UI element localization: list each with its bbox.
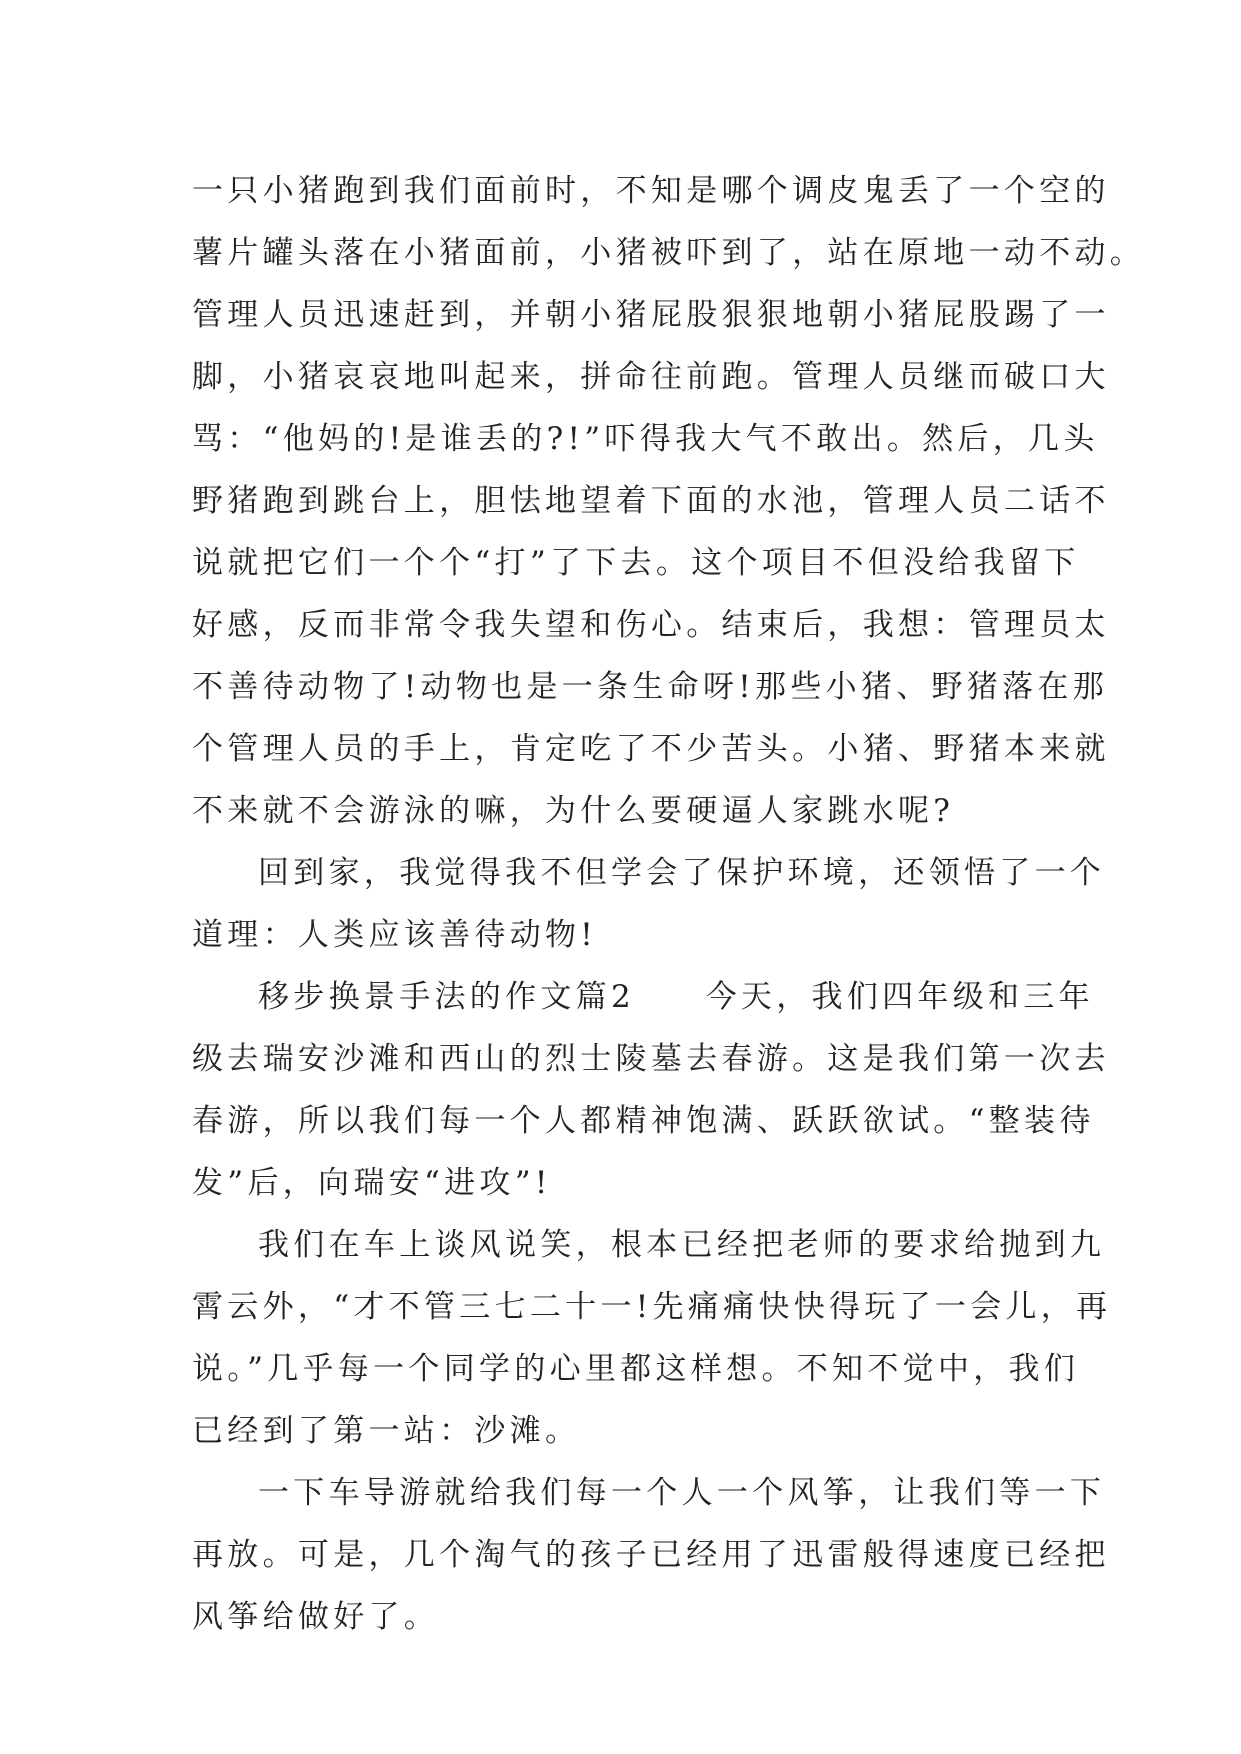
text-line: 发”后，向瑞安“进攻”! bbox=[192, 1165, 552, 1201]
text-line: 再放。可是，几个淘气的孩子已经用了迅雷般得速度已经把 bbox=[192, 1537, 1110, 1573]
text-line: 薯片罐头落在小猪面前，小猪被吓到了，站在原地一动不动。 bbox=[192, 235, 1146, 271]
text-line: 霄云外，“才不管三七二十一!先痛痛快快得玩了一会儿，再 bbox=[192, 1289, 1112, 1325]
paragraph-start-line: 移步换景手法的作文篇2 今天，我们四年级和三年 bbox=[258, 979, 1094, 1015]
paragraph-start-line: 我们在车上谈风说笑，根本已经把老师的要求给抛到九 bbox=[258, 1227, 1106, 1263]
text-line: 风筝给做好了。 bbox=[192, 1599, 440, 1635]
text-line: 一只小猪跑到我们面前时，不知是哪个调皮鬼丢了一个空的 bbox=[192, 173, 1110, 209]
document-body bbox=[192, 160, 1146, 1648]
text-line: 级去瑞安沙滩和西山的烈士陵墓去春游。这是我们第一次去 bbox=[192, 1041, 1110, 1077]
paragraph-start-line: 回到家，我觉得我不但学会了保护环境，还领悟了一个 bbox=[258, 855, 1106, 891]
text-line: 已经到了第一站：沙滩。 bbox=[192, 1413, 581, 1449]
text-line: 不来就不会游泳的嘛，为什么要硬逼人家跳水呢? bbox=[192, 793, 955, 829]
paragraph-start-line: 一下车导游就给我们每一个人一个风筝，让我们等一下 bbox=[258, 1475, 1106, 1511]
text-line: 野猪跑到跳台上，胆怯地望着下面的水池，管理人员二话不 bbox=[192, 483, 1110, 519]
text-line: 说就把它们一个个“打”了下去。这个项目不但没给我留下 bbox=[192, 545, 1080, 581]
text-line: 道理：人类应该善待动物! bbox=[192, 917, 598, 953]
text-line: 春游，所以我们每一个人都精神饱满、跃跃欲试。“整装待 bbox=[192, 1103, 1095, 1139]
text-line: 管理人员迅速赶到，并朝小猪屁股狠狠地朝小猪屁股踢了一 bbox=[192, 297, 1110, 333]
text-line: 说。”几乎每一个同学的心里都这样想。不知不觉中，我们 bbox=[192, 1351, 1080, 1387]
text-line: 骂：“他妈的!是谁丢的?!”吓得我大气不敢出。然后，几头 bbox=[192, 421, 1099, 457]
text-line: 脚，小猪哀哀地叫起来，拼命往前跑。管理人员继而破口大 bbox=[192, 359, 1110, 395]
text-line: 好感，反而非常令我失望和伤心。结束后，我想：管理员太 bbox=[192, 607, 1110, 643]
text-line: 不善待动物了!动物也是一条生命呀!那些小猪、野猪落在那 bbox=[192, 669, 1109, 705]
text-line: 个管理人员的手上，肯定吃了不少苦头。小猪、野猪本来就 bbox=[192, 731, 1110, 767]
